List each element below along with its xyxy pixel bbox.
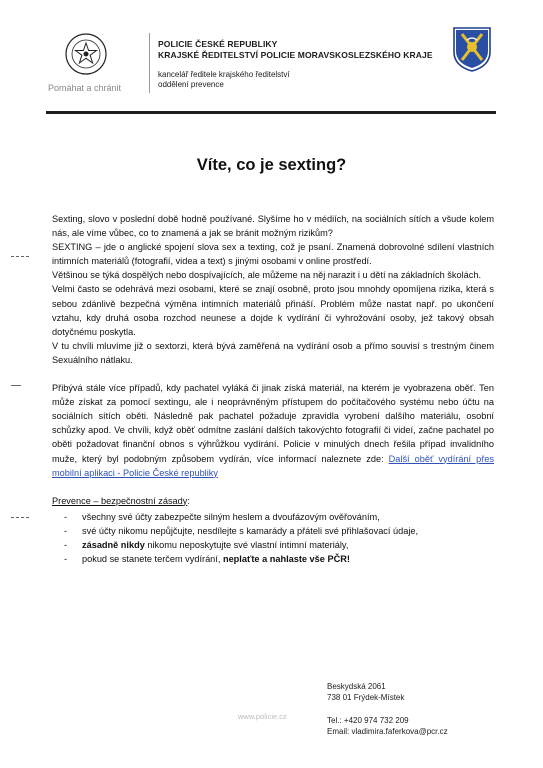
prevention-list xyxy=(52,510,494,566)
page-title: Víte, co je sexting? xyxy=(196,156,347,174)
address: Beskydská 2061 738 01 Frýdek-Místek xyxy=(327,682,405,702)
paragraph-age: Většinou se týká dospělých nebo dospívajících, ale můžeme na něj narazit i u dětí na základních školách. xyxy=(52,270,481,281)
paragraph-risks: Velmi často se odehrává mezi osobami, které se znají osobně, proto jsou mnohdy opomíjena rizika, která s sebou zdánlivě bezpečná výměna intimních materiálů přináší. Problém může nastat např. po ukončení vztahu, kdy druhá osoba rozchod neunese a dojde k vydírání či vyhrožování osoby, jež takový obsah dotyčnému poskytla. xyxy=(52,284,494,337)
margin-mark xyxy=(11,256,29,258)
list-item: - všechny své účty zabezpečte silným heslem a dvoufázovým ověřováním, xyxy=(52,510,494,524)
paragraph-intro: Sexting, slovo v poslední době hodně používané. Slyšíme ho v médiích, na sociálních sítích a všude kolem nás, ale víme vůbec, co to znamená a jak se bránit možným rizikům? xyxy=(52,214,494,239)
paragraph-cases: Přibývá stále více případů, kdy pachatel vyláká či jinak získá materiál, na kterém je vyobrazena oběť. Ten může získat za pomocí sextingu, ale i neoprávněným přístupem do počítačového systému nebo účtu na sociálních sítích oběti. Následně pak pachatel požaduje zpravidla vyrobení dalšího materiálu, osobní schůzky apod. Ve chvíli, když oběť odmítne zaslání dalších takovýchto fotografií či videí, začne pachatel po oběti požadovat finanční obnos s výhrůžkou vydírání. Policie v minulých dnech řešila případ invalidního muže, který byl podobným způsobem vydírán, více informací naleznete zde: Další oběť vydírání přes mobilní aplikaci - Policie České republiky xyxy=(52,383,494,478)
case-link[interactable]: Další oběť vydírání přes mobilní aplikaci - Policie České republiky xyxy=(52,453,494,478)
list-item: - zásadně nikdy nikomu neposkytujte své vlastní intimní materiály, xyxy=(52,538,494,552)
organization-name: POLICIE ČESKÉ REPUBLIKY KRAJSKÉ ŘEDITELSTVÍ POLICIE MORAVSKOSLEZSKÉHO KRAJE xyxy=(158,39,433,60)
list-item: - své účty nikomu nepůjčujte, nesdílejte s kamarády a přáteli své přihlašovací údaje, xyxy=(52,524,494,538)
regional-emblem-icon xyxy=(452,26,492,72)
document-body xyxy=(52,212,494,566)
contact-info: Tel.: +420 974 732 209 Email: vladimira.faferkova@pcr.cz xyxy=(327,716,448,736)
slogan: Pomáhat a chránit xyxy=(48,83,122,93)
margin-mark xyxy=(11,385,21,387)
police-star-badge-icon xyxy=(64,32,108,76)
list-item: - pokud se stanete terčem vydírání, neplaťte a nahlaste vše PČR! xyxy=(52,552,494,566)
paragraph-sextortion: V tu chvíli mluvíme již o sextorzi, která bývá zaměřená na vydírání osob a přímo souvisí s trestným činem Sexuálního nátlaku. xyxy=(52,340,494,365)
paragraph-definition: SEXTING – jde o anglické spojení slova sex a texting, což je psaní. Znamená dobrovolné sdílení vlastních intimních materiálů (fotografií, videa a text) s jinými osobami v online prostředí. xyxy=(52,242,494,267)
margin-mark xyxy=(11,517,29,519)
prevention-heading: Prevence – bezpečnostní zásady: xyxy=(52,495,190,506)
department-name: kancelář ředitele krajského ředitelství oddělení prevence xyxy=(158,70,290,89)
header-divider xyxy=(149,33,150,93)
website-url: www.policie.cz xyxy=(238,712,287,721)
header-rule xyxy=(46,111,496,114)
